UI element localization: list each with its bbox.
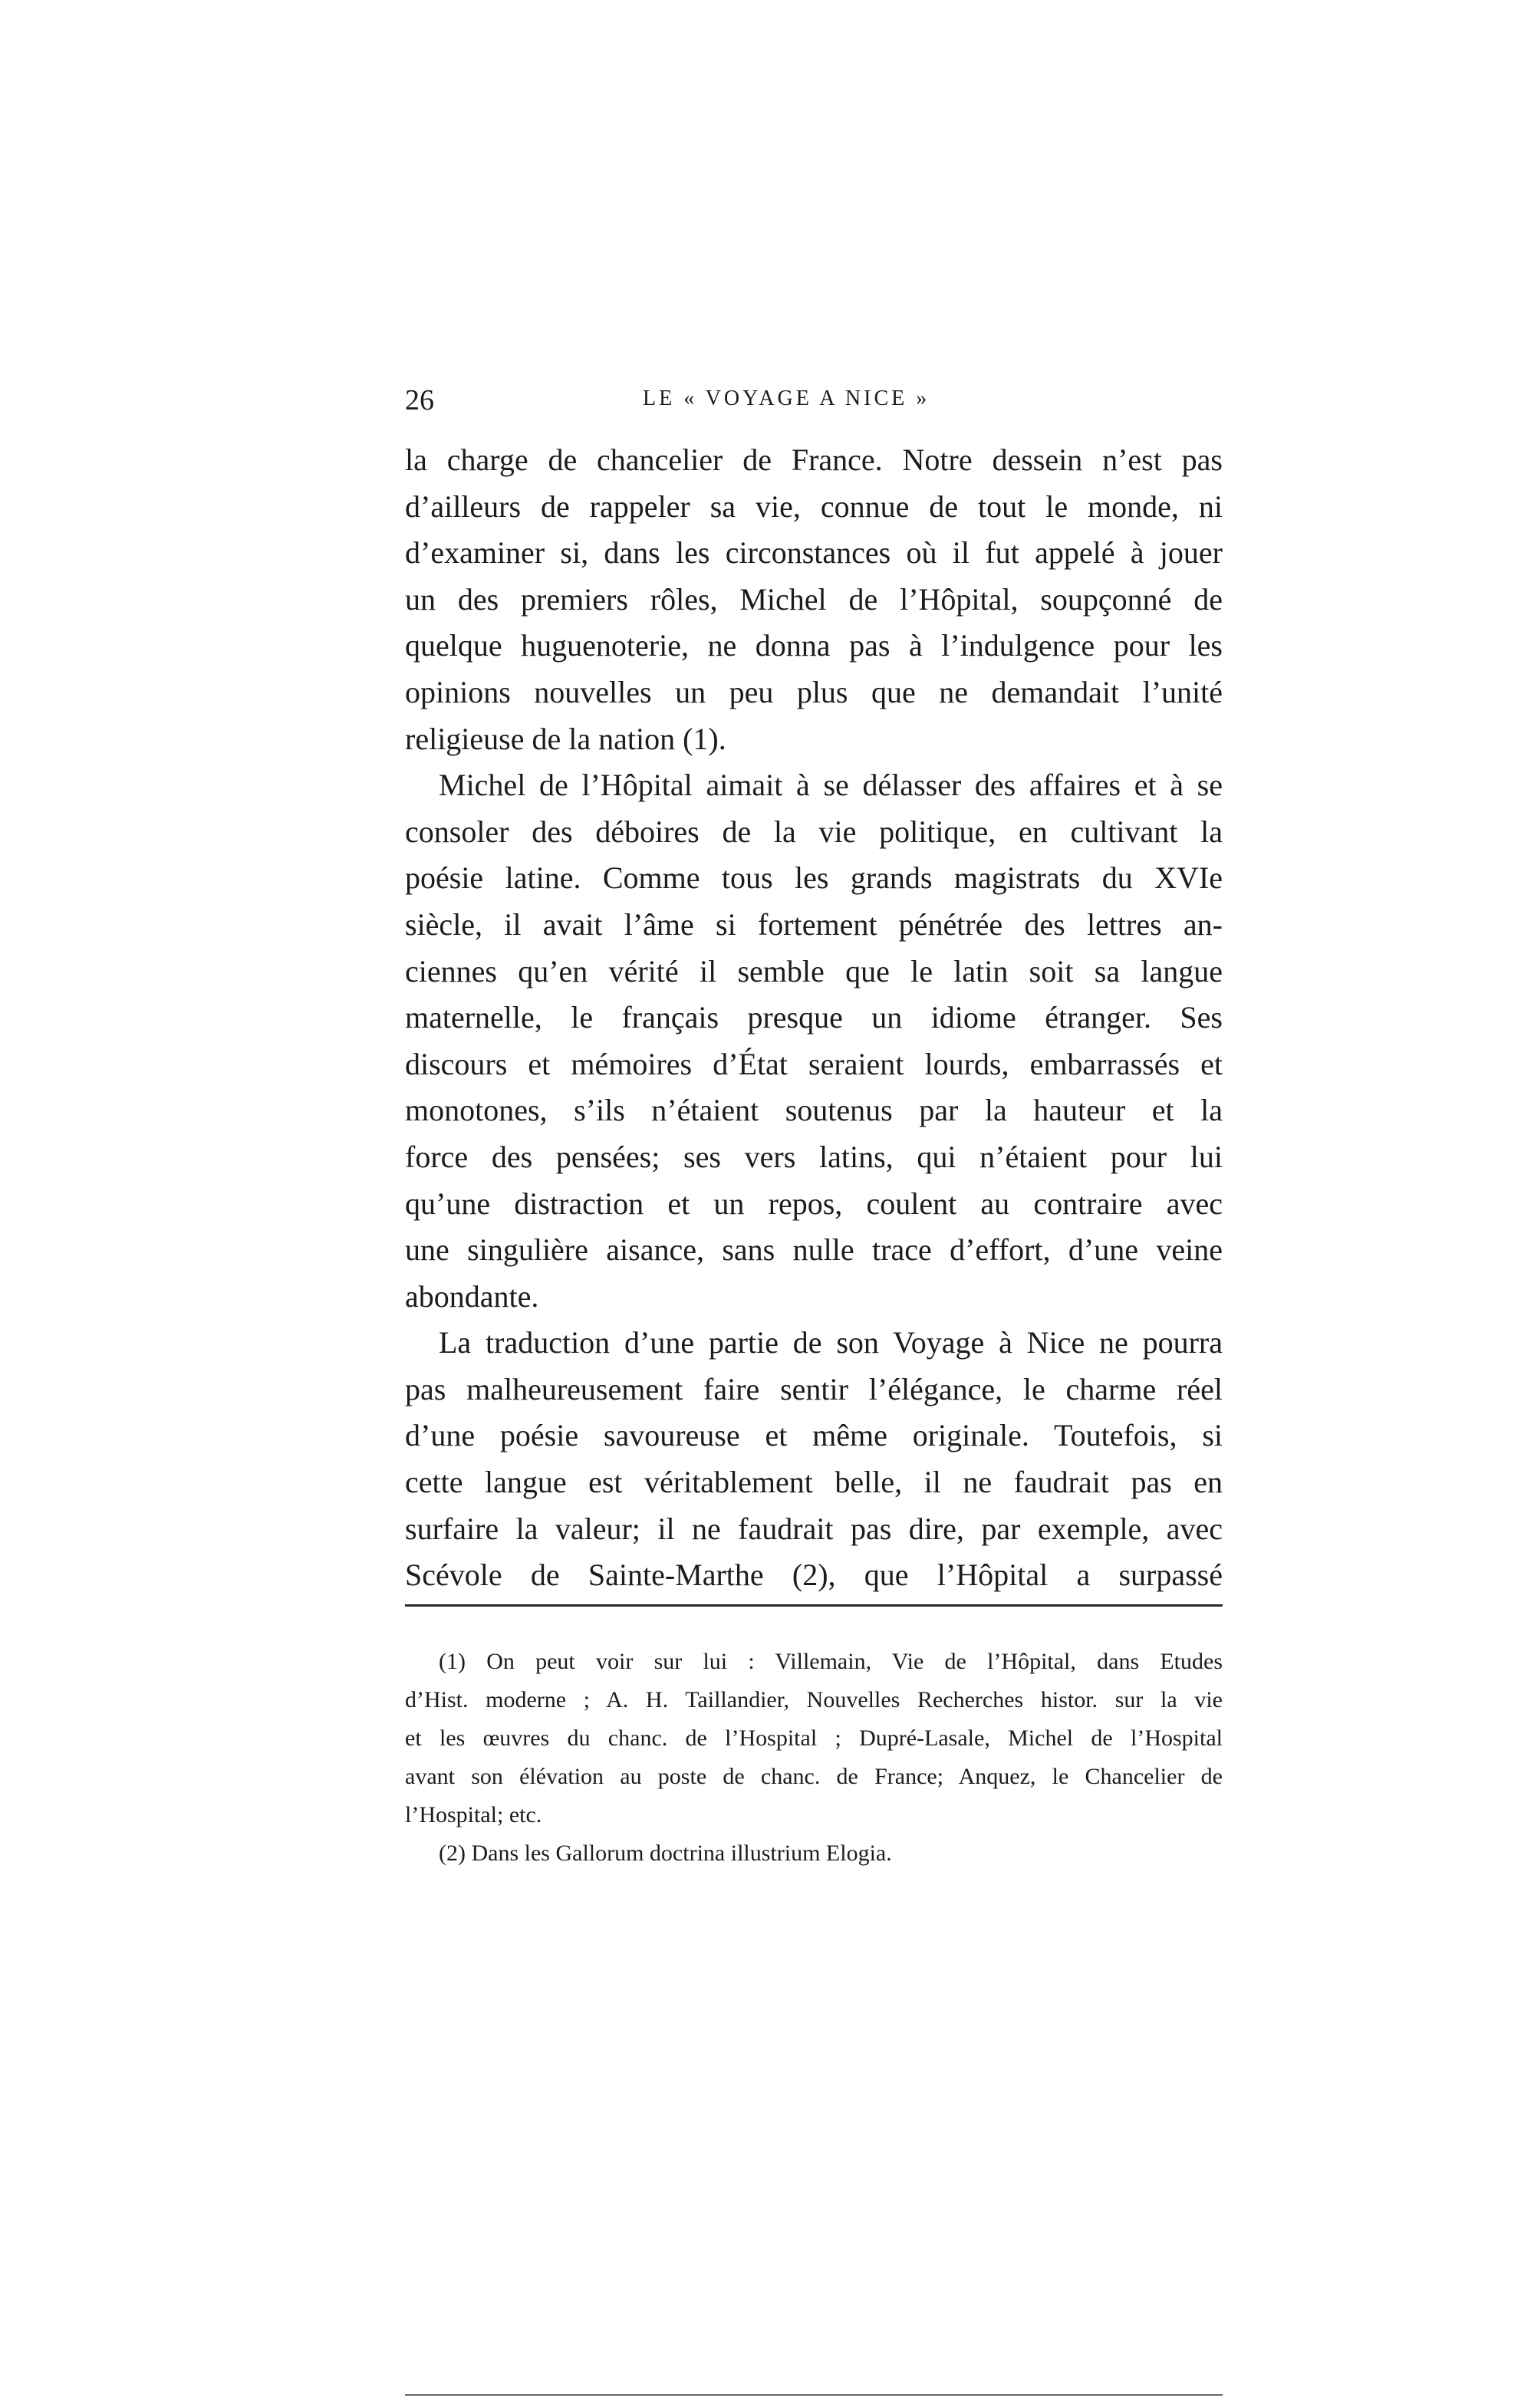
text-line: monotones, s’ils n’étaient soutenus par la hauteur et la [405,1093,1223,1128]
text-line: force des pensées; ses vers latins, qui n’étaient pour lui [405,1139,1223,1174]
text-line: siècle, il avait l’âme si fortement pénétrée des lettres an- [405,906,1223,942]
text-line: d’ailleurs de rappeler sa vie, connue de tout le monde, ni [405,489,1223,524]
footnote-line: l’Hospital; etc. [405,1802,542,1827]
text-line: discours et mémoires d’État seraient lourds, embarrassés et [405,1046,1223,1081]
text-line: la charge de chancelier de France. Notre dessein n’est pas [405,442,1223,477]
text-line: surfaire la valeur; il ne faudrait pas dire, par exemple, avec [405,1511,1223,1546]
text-line: d’une poésie savoureuse et même originale. Toutefois, si [405,1418,1223,1453]
bottom-edge-line [405,2394,1223,2396]
text-line: une singulière aisance, sans nulle trace d’effort, d’une veine [405,1232,1223,1268]
text-line: qu’une distraction et un repos, coulent au contraire avec [405,1186,1223,1221]
footnote-line: (1) On peut voir sur lui : Villemain, Vie de l’Hôpital, dans Etudes [439,1649,1223,1674]
body-text [405,437,1223,1599]
text-line: La traduction d’une partie de son Voyage à Nice ne pourra [439,1325,1223,1360]
footnote-line: (2) Dans les Gallorum doctrina illustrium Elogia. [439,1841,892,1866]
page-number: 26 [405,384,434,416]
running-head: LE « VOYAGE A NICE » [643,387,930,410]
text-line: abondante. [405,1278,539,1314]
footnote-line: d’Hist. moderne ; A. H. Taillandier, Nouvelles Recherches histor. sur la vie [405,1687,1223,1712]
text-line: ciennes qu’en vérité il semble que le latin soit sa langue [405,953,1223,989]
text-line: un des premiers rôles, Michel de l’Hôpital, soupçonné de [405,581,1223,617]
text-line: quelque huguenoterie, ne donna pas à l’indulgence pour les [405,628,1223,663]
text-line: Scévole de Sainte-Marthe (2), que l’Hôpital a surpassé [405,1558,1223,1593]
text-line: religieuse de la nation (1). [405,721,726,756]
page-header [405,383,1223,419]
text-line: consoler des déboires de la vie politique, en cultivant la [405,814,1223,849]
text-line: d’examiner si, dans les circonstances où il fut appelé à jouer [405,535,1223,571]
text-line: maternelle, le français presque un idiome étranger. Ses [405,1000,1223,1035]
text-line: Michel de l’Hôpital aimait à se délasser des affaires et à se [439,768,1223,803]
footnote-line: avant son élévation au poste de chanc. de France; Anquez, le Chancelier de [405,1764,1223,1789]
text-line: pas malheureusement faire sentir l’élégance, le charme réel [405,1371,1223,1406]
text-line: cette langue est véritablement belle, il ne faudrait pas en [405,1465,1223,1500]
footnote-separator [405,1604,1223,1607]
footnote-line: et les œuvres du chanc. de l’Hospital ; Dupré-Lasale, Michel de l’Hospital [405,1725,1223,1751]
text-line: opinions nouvelles un peu plus que ne demandait l’unité [405,674,1223,709]
text-line: poésie latine. Comme tous les grands magistrats du XVIe [405,860,1223,896]
footnotes [405,1643,1223,1873]
